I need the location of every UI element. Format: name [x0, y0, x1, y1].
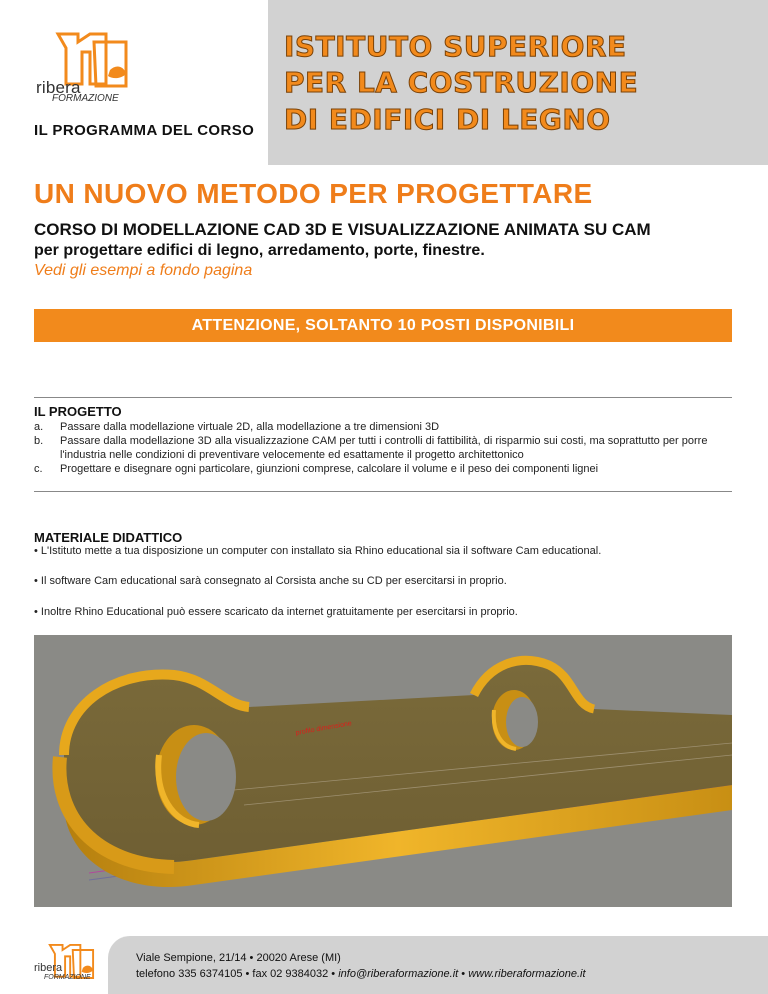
footer-contact: [136, 968, 586, 980]
footer-address: Viale Sempione, 21/14 • 20020 Arese (MI): [136, 952, 341, 964]
render-label: profilo dimensione: [295, 720, 353, 737]
logo-subtitle: FORMAZIONE: [52, 93, 119, 104]
progetto-item: [34, 420, 724, 434]
materiale-item: • L'Istituto mette a tua disposizione un computer con installato sia Rhino educational sia il software Cam educational.: [34, 545, 602, 557]
divider-top: [34, 397, 732, 398]
footer-website-link[interactable]: www.riberaformazione.it: [468, 968, 586, 980]
footer-logo-subtitle: FORMAZIONE: [44, 974, 91, 981]
page-headline: UN NUOVO METODO PER PROGETTARE: [34, 178, 593, 209]
footer-email-link[interactable]: info@riberaformazione.it: [338, 968, 459, 980]
title-line-1: ISTITUTO SUPERIORE: [284, 30, 627, 63]
examples-note: Vedi gli esempi a fondo pagina: [34, 262, 253, 279]
divider-bottom: [34, 491, 732, 492]
progetto-title: IL PROGETTO: [34, 404, 122, 419]
footer-grey-panel: [108, 936, 768, 994]
course-purpose: per progettare edifici di legno, arredamento, porte, finestre.: [34, 242, 485, 259]
materiale-item: • Il software Cam educational sarà consegnato al Corsista anche su CD per esercitarsi in proprio.: [34, 575, 507, 587]
progetto-item-text: Passare dalla modellazione virtuale 2D, alla modellazione a tre dimensioni 3D: [60, 421, 440, 433]
logo-wordmark: ribera: [36, 78, 81, 97]
footer-logo-wordmark: ribera: [34, 962, 63, 974]
progetto-item: [34, 462, 724, 476]
seats-banner: ATTENZIONE, SOLTANTO 10 POSTI DISPONIBILI: [34, 309, 732, 342]
progetto-item-text: Progettare e disegnare ogni particolare, giunzioni comprese, calcolare il volume e il peso dei componenti lignei: [60, 463, 599, 475]
footer-phone-fax: telefono 335 6374105 • fax 02 9384032 •: [136, 968, 339, 980]
course-subhead: CORSO DI MODELLAZIONE CAD 3D E VISUALIZZAZIONE ANIMATA SU CAM: [34, 220, 651, 239]
materiale-title: MATERIALE DIDATTICO: [34, 530, 183, 545]
materiale-item: • Inoltre Rhino Educational può essere scaricato da internet gratuitamente per esercitarsi in proprio.: [34, 606, 518, 618]
progetto-item-label: c.: [34, 463, 43, 475]
progetto-item: [34, 434, 724, 462]
title-line-3: DI EDIFICI DI LEGNO: [284, 103, 611, 136]
program-label: IL PROGRAMMA DEL CORSO: [34, 122, 255, 139]
progetto-item-label: a.: [34, 421, 44, 433]
progetto-item-label: b.: [34, 435, 44, 447]
progetto-item-text: Passare dalla modellazione 3D alla visualizzazione CAM per tutti i controlli di fattibilità, di risparmio sui costi, ma soprattutto per porre l'industria nelle condizioni di preventivare velocemente ed esattamente il progetto architettonico: [60, 435, 708, 461]
cad-render-image: [34, 635, 732, 907]
title-line-2: PER LA COSTRUZIONE: [284, 66, 639, 99]
footer-separator: •: [458, 968, 469, 980]
